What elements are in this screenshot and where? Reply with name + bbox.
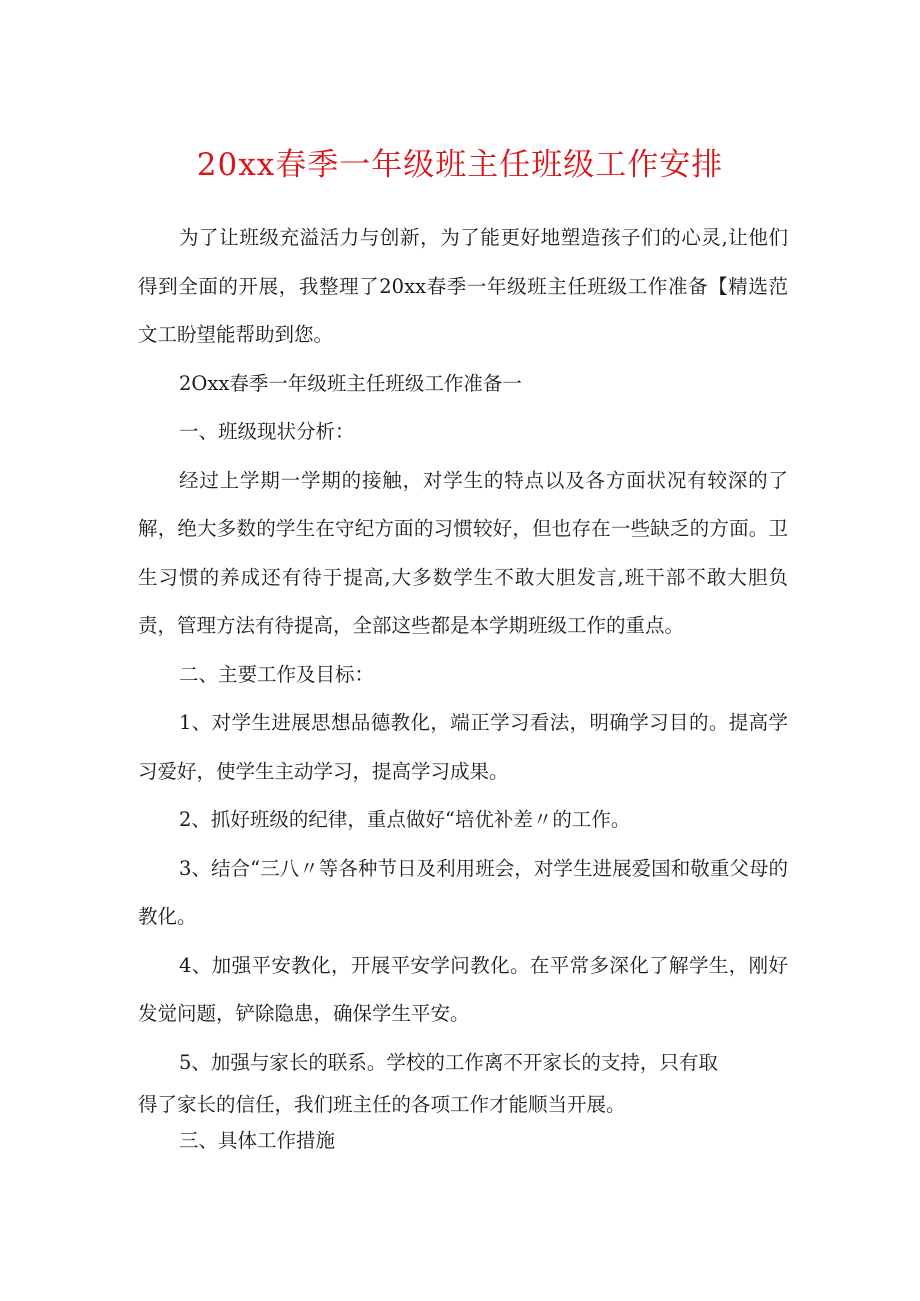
paragraph-intro: 为了让班级充溢活力与创新，为了能更好地塑造孩子们的心灵,让他们得到全面的开展，我整理了20xx春季一年级班主任班级工作准备【精选范文工盼望能帮助到您。 <box>138 226 788 346</box>
section-heading-1: 一、班级现状分析： <box>179 420 355 443</box>
list-item-3: 3、结合“三八〃等各种节日及利用班会，对学生进展爱国和敬重父母的教化。 <box>138 856 788 928</box>
section-heading-2: 二、主要工作及目标： <box>179 662 375 686</box>
list-item-4: 4、加强平安教化，开展平安学问教化。在平常多深化了解学生，刚好发觉问题，铲除隐患，确保学生平安。 <box>138 953 788 1025</box>
list-item-5-continued: 得了家长的信任，我们班主任的各项工作才能顺当开展。 <box>138 1093 626 1116</box>
section-heading-3: 三、具体工作措施 <box>179 1129 336 1152</box>
document-title: 20xx春季一年级班主任班级工作安排 <box>196 147 724 183</box>
paragraph-plan-heading: 2Oxx春季一年级班主任班级工作准备一 <box>179 371 522 395</box>
list-item-2: 2、抓好班级的纪律，重点做好“培优补差〃的工作。 <box>179 808 631 831</box>
document-body <box>138 214 788 1159</box>
paragraph-analysis: 经过上学期一学期的接触，对学生的特点以及各方面状况有较深的了解，绝大多数的学生在守纪方面的习惯较好，但也存在一些缺乏的方面。卫生习惯的养成还有待于提高,大多数学生不敢大胆发言,班干部不敢大胆负责，管理方法有待提高，全部这些都是本学期班级工作的重点。 <box>138 468 788 637</box>
list-item-1: 1、对学生进展思想品德教化，端正学习看法，明确学习目的。提高学习爱好，使学生主动学习，提高学习成果。 <box>138 711 788 783</box>
list-item-5: 5、加强与家长的联系。学校的工作离不开家长的支持，只有取 <box>179 1050 718 1074</box>
